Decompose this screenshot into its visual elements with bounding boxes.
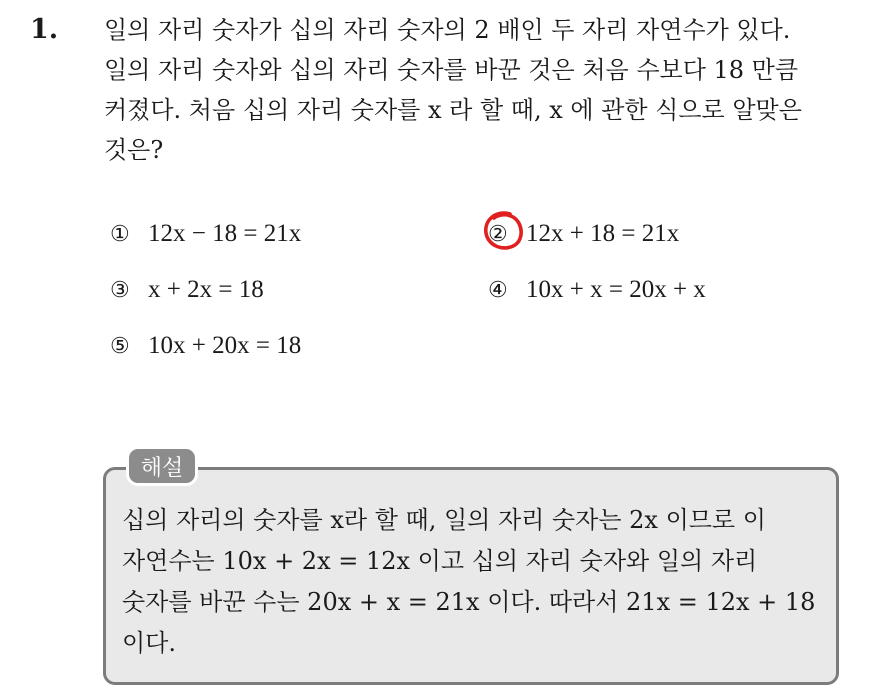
question-text [104, 10, 864, 170]
option-expression: 12x − 18 = 21x [148, 220, 302, 247]
option-expression: 10x + 20x = 18 [148, 332, 302, 359]
option-4[interactable] [488, 276, 706, 304]
explanation-title: 해설 [126, 446, 198, 486]
question-line: 커졌다. 처음 십의 자리 숫자를 x 라 할 때, x 에 관한 식으로 알맞은 [104, 96, 802, 124]
question-line: 것은? [104, 136, 164, 164]
option-expression: x + 2x = 18 [148, 276, 264, 303]
option-number: ① [110, 221, 130, 247]
explanation-text [122, 500, 828, 664]
option-1[interactable] [110, 220, 301, 248]
option-expression: 10x + x = 20x + x [526, 276, 706, 303]
option-expression: 12x + 18 = 21x [526, 220, 680, 247]
explanation-line: 자연수는 10x + 2x = 12x 이고 십의 자리 숫자와 일의 자리 [122, 547, 758, 575]
question-number: 1. [30, 14, 59, 45]
question-line: 일의 자리 숫자가 십의 자리 숫자의 2 배인 두 자리 자연수가 있다. [104, 16, 791, 44]
option-number: ③ [110, 277, 130, 303]
answer-circle-mark [480, 208, 526, 254]
option-number: ② [488, 221, 508, 247]
explanation-line: 이다. [122, 629, 176, 657]
option-5[interactable] [110, 332, 301, 360]
question-line: 일의 자리 숫자와 십의 자리 숫자를 바꾼 것은 처음 수보다 18 만큼 [104, 56, 799, 84]
explanation-line: 십의 자리의 숫자를 x라 할 때, 일의 자리 숫자는 2x 이므로 이 [122, 506, 766, 534]
option-number: ⑤ [110, 333, 130, 359]
explanation-line: 숫자를 바꾼 수는 20x + x = 21x 이다. 따라서 21x = 12x + 18 [122, 588, 816, 616]
option-3[interactable] [110, 276, 264, 304]
option-number: ④ [488, 277, 508, 303]
